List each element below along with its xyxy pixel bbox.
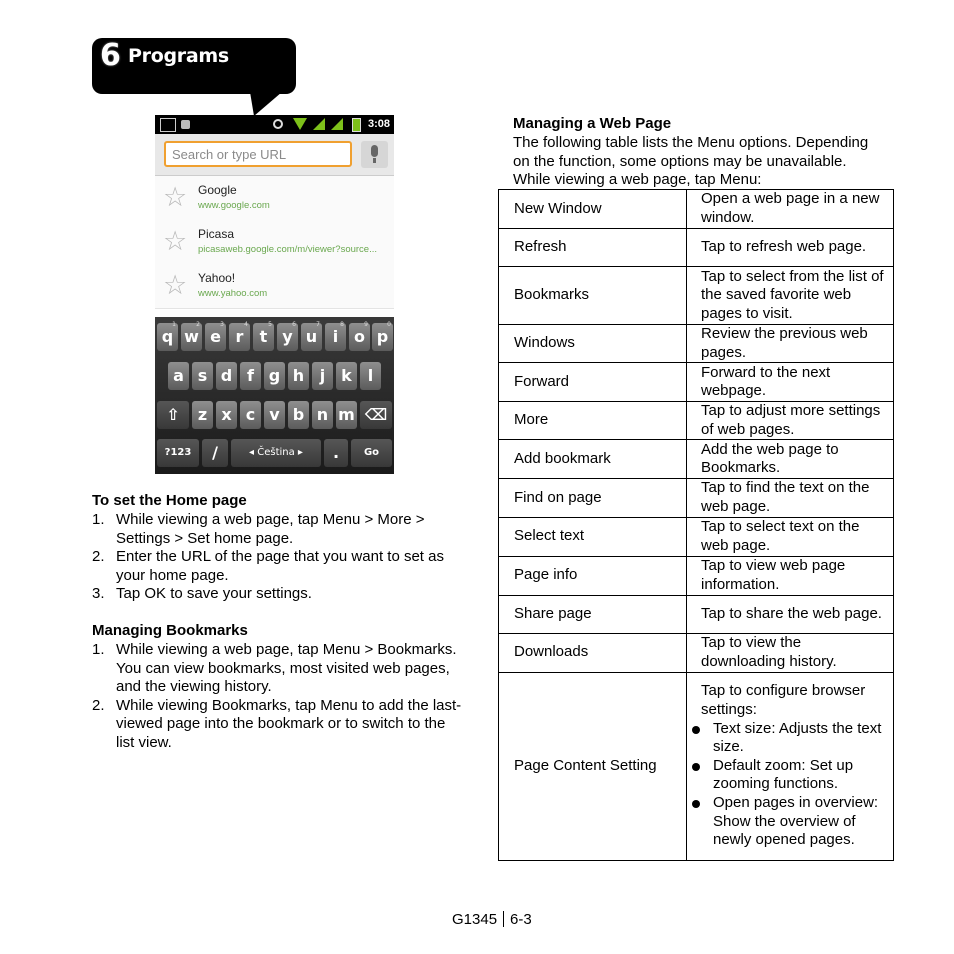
bullet-icon bbox=[692, 800, 700, 808]
usb-icon bbox=[160, 118, 176, 132]
option-description: Add the web page to Bookmarks. bbox=[687, 440, 894, 479]
list-item: 1. While viewing a web page, tap Menu > More > Settings > Set home page. bbox=[92, 511, 425, 547]
option-description-intro: Tap to configure browser settings: bbox=[701, 682, 866, 718]
backspace-icon: ⌫ bbox=[364, 405, 388, 424]
keyboard-row-1 bbox=[155, 323, 394, 357]
key-h[interactable]: h bbox=[288, 362, 309, 390]
option-name: Share page bbox=[499, 595, 687, 633]
option-description: Tap to share the web page. bbox=[687, 595, 894, 633]
option-description: Tap to refresh web page. bbox=[687, 229, 894, 267]
table-row bbox=[499, 672, 894, 860]
microphone-icon bbox=[371, 145, 378, 157]
table-row bbox=[499, 190, 894, 229]
option-description: Tap to find the text on the web page. bbox=[687, 479, 894, 517]
suggestion-item[interactable] bbox=[155, 176, 394, 221]
option-description: Open a web page in a new window. bbox=[687, 190, 894, 229]
option-name: Find on page bbox=[499, 479, 687, 517]
wifi-icon bbox=[293, 118, 307, 130]
period-key[interactable]: . bbox=[324, 439, 348, 467]
footer-separator bbox=[503, 911, 504, 927]
suggestion-title: Google bbox=[198, 183, 237, 197]
suggestion-url: picasaweb.google.com/m/viewer?source... bbox=[198, 244, 378, 255]
key-f[interactable]: f bbox=[240, 362, 261, 390]
key-n[interactable]: n bbox=[312, 401, 333, 429]
option-name: Windows bbox=[499, 325, 687, 363]
suggestion-url: www.google.com bbox=[198, 200, 270, 211]
list-item: 2. While viewing Bookmarks, tap Menu to add the last-viewed page into the bookmark or to switch to the list view. bbox=[92, 696, 462, 751]
android-debug-icon bbox=[181, 120, 190, 129]
key-e[interactable]: 3 e bbox=[205, 323, 226, 351]
status-bar bbox=[155, 115, 394, 134]
keyboard-row-4 bbox=[155, 439, 394, 473]
settings-bullet-list bbox=[701, 720, 887, 850]
star-icon[interactable]: ☆ bbox=[163, 270, 188, 301]
table-row bbox=[499, 267, 894, 325]
chapter-number: 6 bbox=[100, 38, 121, 73]
bullet-icon bbox=[692, 763, 700, 771]
list-item: Default zoom: Set up zooming functions. bbox=[701, 757, 887, 794]
list-item: 3. Tap OK to save your settings. bbox=[92, 585, 312, 603]
go-key[interactable]: Go bbox=[351, 439, 392, 467]
key-a[interactable]: a bbox=[168, 362, 189, 390]
chevron-left-icon: ◂ bbox=[249, 447, 258, 458]
suggestion-title: Picasa bbox=[198, 227, 235, 241]
key-w[interactable]: 2 w bbox=[181, 323, 202, 351]
table-row bbox=[499, 440, 894, 479]
chapter-title: Programs bbox=[128, 45, 229, 67]
page-footer bbox=[452, 911, 532, 928]
status-clock: 3:08 bbox=[368, 118, 391, 130]
key-z[interactable]: z bbox=[192, 401, 213, 429]
star-icon[interactable]: ☆ bbox=[163, 226, 188, 257]
option-name: Select text bbox=[499, 517, 687, 556]
table-row bbox=[499, 479, 894, 517]
table-row bbox=[499, 633, 894, 672]
gps-icon bbox=[273, 119, 283, 129]
option-description bbox=[687, 672, 894, 860]
url-input[interactable]: Search or type URL bbox=[164, 141, 352, 167]
option-description: Review the previous web pages. bbox=[687, 325, 894, 363]
suggestion-title: Yahoo! bbox=[198, 271, 236, 285]
key-x[interactable]: x bbox=[216, 401, 237, 429]
signal-icon bbox=[313, 118, 325, 130]
key-g[interactable]: g bbox=[264, 362, 285, 390]
bookmarks-heading: Managing Bookmarks bbox=[92, 622, 248, 639]
delete-key[interactable] bbox=[360, 401, 392, 429]
option-description: Forward to the next webpage. bbox=[687, 363, 894, 402]
option-description: Tap to view the downloading history. bbox=[687, 633, 894, 672]
key-d[interactable]: d bbox=[216, 362, 237, 390]
bookmarks-steps bbox=[92, 641, 462, 753]
url-bar bbox=[155, 134, 394, 176]
option-description: Tap to select from the list of the saved favorite web pages to visit. bbox=[687, 267, 894, 325]
table-row bbox=[499, 556, 894, 595]
table-row bbox=[499, 595, 894, 633]
space-language-label: Čeština bbox=[257, 447, 295, 458]
key-t[interactable]: 5 t bbox=[253, 323, 274, 351]
option-name: Add bookmark bbox=[499, 440, 687, 479]
battery-icon bbox=[352, 118, 361, 132]
list-item: Text size: Adjusts the text size. bbox=[701, 720, 887, 757]
option-description: Tap to view web page information. bbox=[687, 556, 894, 595]
table-row bbox=[499, 402, 894, 440]
table-row bbox=[499, 517, 894, 556]
table-row bbox=[499, 325, 894, 363]
keyboard-row-3 bbox=[155, 401, 394, 435]
signal-strength-icon bbox=[331, 118, 343, 130]
chevron-right-icon: ▸ bbox=[294, 447, 303, 458]
microphone-button[interactable] bbox=[361, 141, 388, 168]
list-item: 2. Enter the URL of the page that you want to set as your home page. bbox=[92, 548, 444, 584]
shift-icon: ⇧ bbox=[166, 405, 180, 424]
bullet-icon bbox=[692, 726, 700, 734]
option-name: More bbox=[499, 402, 687, 440]
option-name: Page info bbox=[499, 556, 687, 595]
key-m[interactable]: m bbox=[336, 401, 357, 429]
slash-key[interactable]: / bbox=[202, 439, 228, 467]
page-number: 6-3 bbox=[510, 911, 532, 928]
menu-options-table bbox=[498, 189, 894, 861]
phone-screenshot bbox=[155, 115, 394, 474]
list-item: Open pages in overview: Show the overview of newly opened pages. bbox=[701, 794, 887, 850]
key-s[interactable]: s bbox=[192, 362, 213, 390]
footer-model: G1345 bbox=[452, 911, 498, 928]
key-u[interactable]: 7 u bbox=[301, 323, 322, 351]
list-item: 1. While viewing a web page, tap Menu > Bookmarks. You can view bookmarks, most visited web pages, and the viewing history. bbox=[92, 641, 457, 696]
suggestion-url: www.yahoo.com bbox=[198, 288, 268, 299]
option-name: Downloads bbox=[499, 633, 687, 672]
keyboard-row-2 bbox=[155, 362, 394, 396]
home-page-heading: To set the Home page bbox=[92, 492, 247, 509]
key-y[interactable]: 6 y bbox=[277, 323, 298, 351]
table-row bbox=[499, 363, 894, 402]
star-icon[interactable]: ☆ bbox=[163, 182, 188, 213]
key-o[interactable]: 9 o bbox=[349, 323, 370, 351]
option-name: Page Content Setting bbox=[499, 672, 687, 860]
key-k[interactable]: k bbox=[336, 362, 357, 390]
on-screen-keyboard bbox=[155, 317, 394, 474]
chapter-badge-pointer bbox=[250, 92, 282, 116]
home-page-steps bbox=[92, 511, 462, 604]
key-q[interactable]: 1 q bbox=[157, 323, 178, 351]
suggestion-item[interactable] bbox=[155, 220, 394, 265]
key-i[interactable]: 8 i bbox=[325, 323, 346, 351]
table-row bbox=[499, 229, 894, 267]
key-j[interactable]: j bbox=[312, 362, 333, 390]
key-c[interactable]: c bbox=[240, 401, 261, 429]
option-name: New Window bbox=[499, 190, 687, 229]
option-description: Tap to adjust more settings of web pages. bbox=[687, 402, 894, 440]
key-l[interactable]: l bbox=[360, 362, 381, 390]
symbols-key[interactable]: ?123 bbox=[157, 439, 199, 467]
space-key[interactable] bbox=[231, 439, 321, 467]
option-name: Forward bbox=[499, 363, 687, 402]
web-page-intro: The following table lists the Menu options. Depending on the function, some options may be unavailable. While viewing a web page, tap Menu: bbox=[513, 134, 869, 189]
key-v[interactable]: v bbox=[264, 401, 285, 429]
option-name: Refresh bbox=[499, 229, 687, 267]
option-description: Tap to select text on the web page. bbox=[687, 517, 894, 556]
web-page-heading: Managing a Web Page bbox=[513, 115, 672, 132]
key-p[interactable]: 0 p bbox=[372, 323, 393, 351]
shift-key[interactable] bbox=[157, 401, 189, 429]
suggestion-item[interactable] bbox=[155, 264, 394, 309]
key-r[interactable]: 4 r bbox=[229, 323, 250, 351]
key-b[interactable]: b bbox=[288, 401, 309, 429]
option-name: Bookmarks bbox=[499, 267, 687, 325]
